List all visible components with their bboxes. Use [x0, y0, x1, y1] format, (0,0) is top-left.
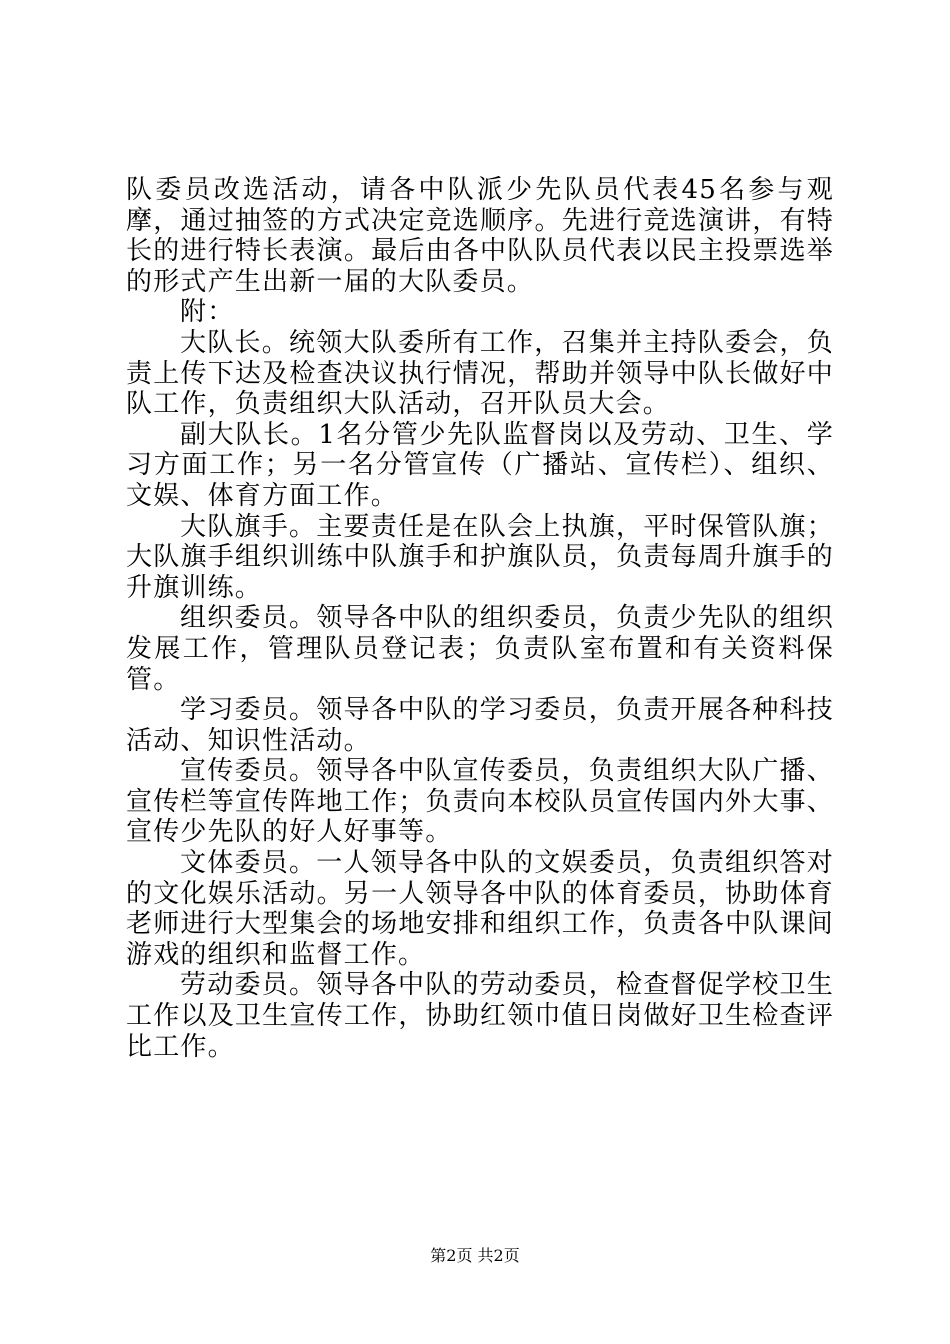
page-number-label: 第2页 共2页	[430, 1246, 520, 1265]
paragraph-8: 文体委员。一人领导各中队的文娱委员，负责组织答对的文化娱乐活动。另一人领导各中队的体育委员，协助体育老师进行大型集会的场地安排和组织工作，负责各中队课间游戏的组织和监督工作。	[126, 848, 834, 970]
paragraph-5: 组织委员。领导各中队的组织委员，负责少先队的组织发展工作，管理队员登记表；负责队室布置和有关资料保管。	[126, 603, 834, 695]
paragraph-3: 副大队长。1名分管少先队监督岗以及劳动、卫生、学习方面工作；另一名分管宣传（广播站、宣传栏）、组织、文娱、体育方面工作。	[126, 419, 834, 511]
paragraph-6: 学习委员。领导各中队的学习委员，负责开展各种科技活动、知识性活动。	[126, 695, 834, 756]
paragraph-4: 大队旗手。主要责任是在队会上执旗，平时保管队旗；大队旗手组织训练中队旗手和护旗队员，负责每周升旗手的升旗训练。	[126, 511, 834, 603]
document-body	[126, 175, 834, 1062]
page-footer	[0, 1246, 950, 1266]
paragraph-1: 附：	[180, 297, 235, 328]
paragraph-9: 劳动委员。领导各中队的劳动委员，检查督促学校卫生工作以及卫生宣传工作，协助红领巾值日岗做好卫生检查评比工作。	[126, 970, 834, 1062]
paragraph-2: 大队长。统领大队委所有工作，召集并主持队委会，负责上传下达及检查决议执行情况，帮助并领导中队长做好中队工作，负责组织大队活动，召开队员大会。	[126, 327, 834, 420]
paragraph-0: 队委员改选活动，请各中队派少先队员代表45名参与观摩，通过抽签的方式决定竞选顺序。先进行竞选演讲，有特长的进行特长表演。最后由各中队队员代表以民主投票选举的形式产生出新一届的大队委员。	[126, 175, 834, 297]
paragraph-7: 宣传委员。领导各中队宣传委员，负责组织大队广播、宣传栏等宣传阵地工作；负责向本校队员宣传国内外大事、宣传少先队的好人好事等。	[126, 756, 834, 848]
